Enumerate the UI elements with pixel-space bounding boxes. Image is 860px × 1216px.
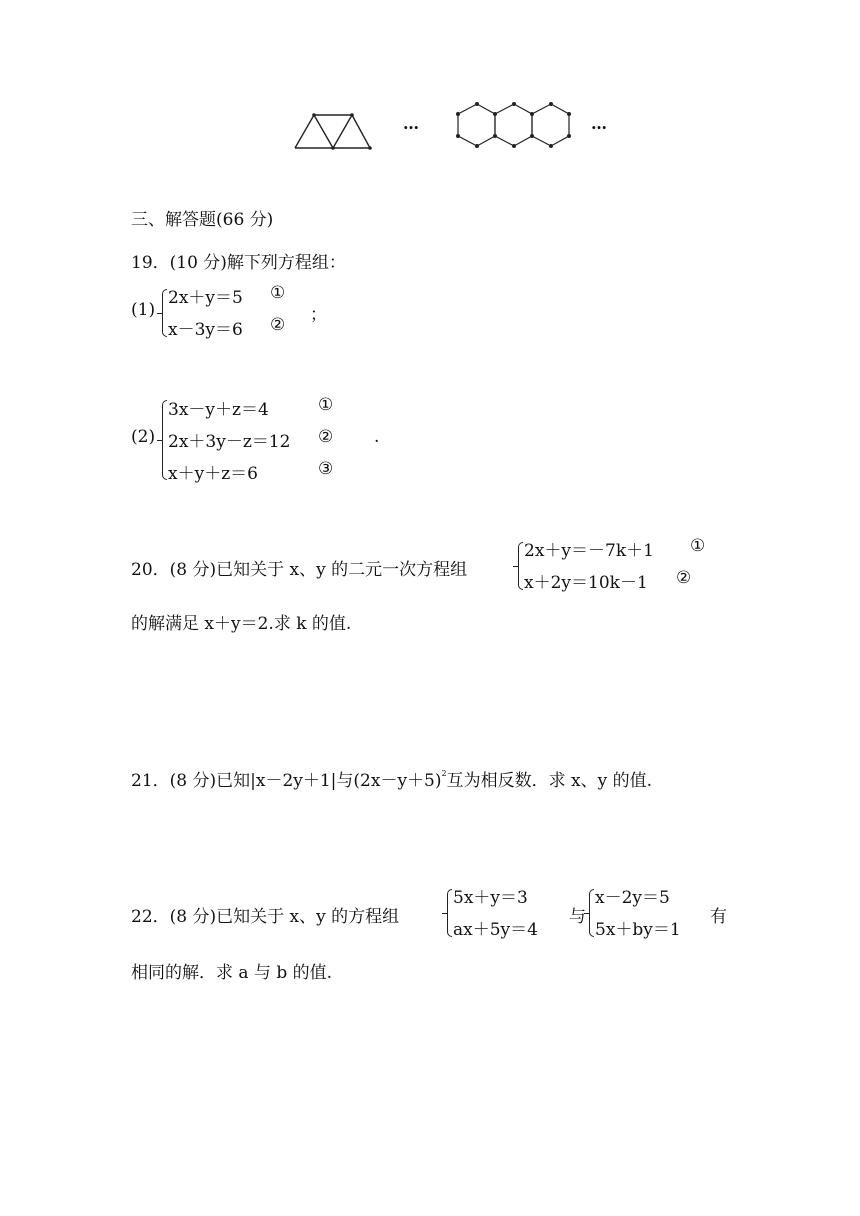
q22-sys2-eq1: x－2y＝5 xyxy=(595,888,670,908)
q20-eq2: x＋2y＝10k－1 xyxy=(524,573,648,593)
section-heading: 三、解答题(66 分) xyxy=(131,210,274,230)
q19-part1-tail: ； xyxy=(310,305,327,325)
q19-part2-eq1-num: ① xyxy=(318,395,334,415)
q20-brace xyxy=(518,542,523,590)
q22-connector: 与 xyxy=(569,907,586,927)
q19-part1-label: (1) xyxy=(131,300,156,320)
q19-part2-eq3: x＋y＋z＝6 xyxy=(168,464,258,484)
q19-part2-eq1: 3x－y＋z＝4 xyxy=(168,400,269,420)
q21-prefix: 21．(8 分)已知 xyxy=(131,771,251,791)
q22-line2: 相同的解．求 a 与 b 的值. xyxy=(131,963,333,983)
q20-eq1: 2x＋y＝－7k＋1 xyxy=(524,541,654,561)
triangle-figure xyxy=(290,110,380,155)
q19-part1-eq2: x－3y＝6 xyxy=(168,320,243,340)
q19-part2-brace xyxy=(162,400,167,480)
q20-eq2-num: ② xyxy=(676,568,692,588)
q19-part1-eq1-num: ① xyxy=(270,283,286,303)
q19-part2-eq2: 2x＋3y－z＝12 xyxy=(168,432,291,452)
q19-part2-eq3-num: ③ xyxy=(318,459,334,479)
ellipsis-1: … xyxy=(403,114,419,133)
ellipsis-2: … xyxy=(591,114,607,133)
q19-title: 19．(10 分)解下列方程组： xyxy=(131,253,346,273)
q22-sys2-eq2: 5x＋by＝1 xyxy=(595,920,681,940)
q22-brace-2 xyxy=(589,889,594,937)
q19-part1-brace xyxy=(162,289,167,337)
q20-prefix: 20．(8 分)已知关于 x、y 的二元一次方程组 xyxy=(131,560,468,580)
q21-abs-expr: |x－2y＋1| xyxy=(250,771,337,791)
hexagon-chain-figure xyxy=(452,98,578,154)
q21-exponent: 2 xyxy=(441,769,447,778)
q22-sys1-eq1: 5x＋y＝3 xyxy=(453,888,528,908)
q22-tail: 有 xyxy=(710,907,727,927)
q21-suffix: 互为相反数．求 x、y 的值. xyxy=(446,771,652,791)
q19-part1-eq2-num: ② xyxy=(270,315,286,335)
q20-eq1-num: ① xyxy=(690,536,706,556)
q20-line2: 的解满足 x＋y＝2.求 k 的值. xyxy=(131,614,352,634)
q19-part2-tail: . xyxy=(374,427,380,447)
q22-prefix: 22．(8 分)已知关于 x、y 的方程组 xyxy=(131,907,400,927)
q21 xyxy=(131,766,652,791)
q22-sys1-eq2: ax＋5y＝4 xyxy=(453,920,538,940)
q19-part2-label: (2) xyxy=(131,427,156,447)
q21-middle: 与(2x－y＋5) xyxy=(336,771,442,791)
q22-brace-1 xyxy=(447,889,452,937)
q19-part2-eq2-num: ② xyxy=(318,427,334,447)
q19-part1-eq1: 2x＋y＝5 xyxy=(168,288,243,308)
